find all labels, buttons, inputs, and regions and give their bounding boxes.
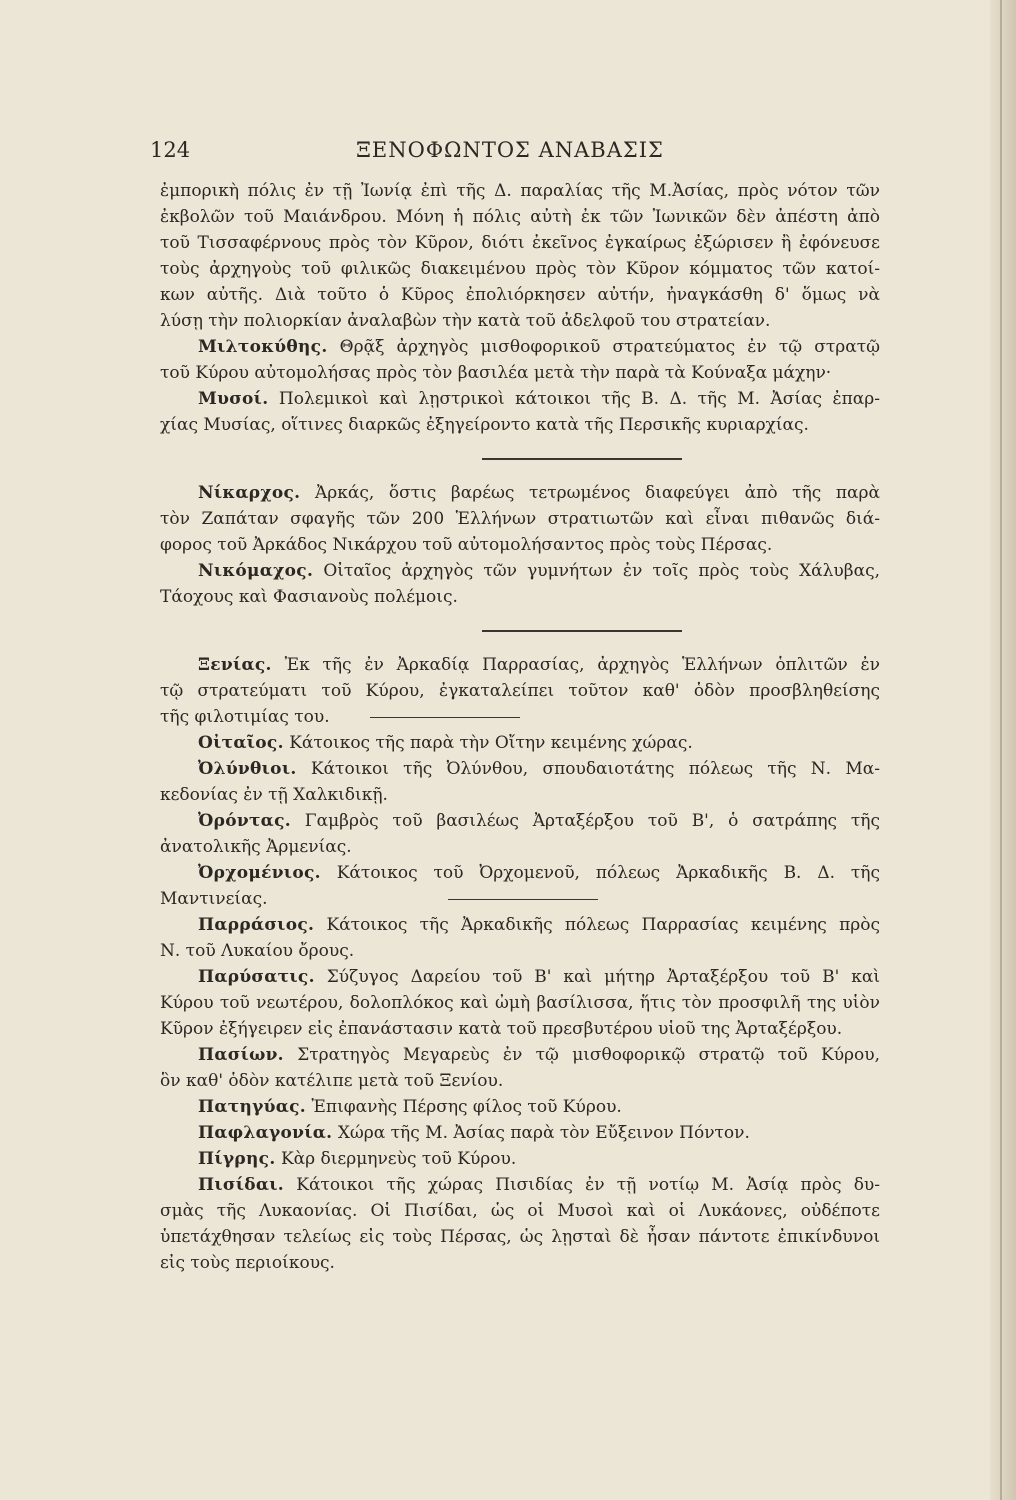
entry-line: Ν. τοῦ Λυκαίου ὄρους. — [160, 941, 355, 961]
entry-line: φορος τοῦ Ἀρκάδος Νικάρχου τοῦ αὐτομολήσαντος πρὸς τοὺς Πέρσας. — [160, 535, 773, 555]
page-number: 124 — [150, 138, 191, 162]
entry-line: Θρᾷξ ἀρχηγὸς μισθοφορικοῦ στρατεύματος ἐν τῷ στρατῷ — [339, 337, 880, 357]
entry-line: σμὰς τῆς Λυκαονίας. Οἱ Πισίδαι, ὡς οἱ Μυσοὶ καὶ οἱ Λυκάονες, οὐδέποτε — [160, 1201, 880, 1221]
entry-parrasios — [160, 912, 880, 964]
page-binding-edge — [990, 0, 1016, 1500]
section-divider — [482, 630, 682, 632]
entry-line: Γαμβρὸς τοῦ βασιλέως Ἀρταξέρξου τοῦ Β', ὁ σατράπης τῆς — [304, 811, 881, 831]
entry-line: λύσῃ τὴν πολιορκίαν ἀναλαβὼν τὴν κατὰ τοῦ ἀδελφοῦ του στρατείαν. — [160, 311, 771, 331]
entry-orontas — [160, 808, 880, 860]
page-header — [150, 138, 870, 168]
entry-headword: Ξενίας. — [198, 655, 272, 675]
entry-headword: Παρύσατις. — [198, 967, 315, 987]
entry-line: ἀνατολικῆς Ἀρμενίας. — [160, 837, 352, 857]
entry-pisidai — [160, 1172, 880, 1276]
entry-headword: Νικόμαχος. — [198, 561, 314, 581]
section-divider — [370, 717, 520, 718]
entry-line: Μαντινείας. — [160, 889, 268, 909]
entry-line: Κάτοικος τῆς Ἀρκαδικῆς πόλεως Παρρασίας κειμένης πρὸς — [326, 915, 881, 935]
entry-line: εἰς τοὺς περιοίκους. — [160, 1253, 335, 1273]
entry-headword: Πασίων. — [198, 1045, 284, 1065]
entry-line: ὃν καθ' ὁδὸν κατέλιπε μετὰ τοῦ Ξενίου. — [160, 1071, 504, 1091]
entry-line: Κῦρον ἐξήγειρεν εἰς ἐπανάστασιν κατὰ τοῦ πρεσβυτέρου υἱοῦ της Ἀρταξέρξου. — [160, 1019, 843, 1039]
entry-pigres — [160, 1146, 880, 1172]
entry-line: κεδονίας ἐν τῇ Χαλκιδικῇ. — [160, 785, 388, 805]
entry-headword: Μυσοί. — [198, 389, 269, 409]
entry-headword: Μιλτοκύθης. — [198, 337, 328, 357]
entry-headword: Πατηγύας. — [198, 1097, 307, 1117]
section-divider — [448, 899, 598, 900]
entry-line: Κάτοικος τοῦ Ὀρχομενοῦ, πόλεως Ἀρκαδικῆς Β. Δ. τῆς — [336, 863, 881, 883]
entry-line: Στρατηγὸς Μεγαρεὺς ἐν τῷ μισθοφορικῷ στρατῷ τοῦ Κύρου, — [297, 1045, 881, 1065]
entry-orchomenios — [160, 860, 880, 912]
entry-headword: Ὀρόντας. — [198, 811, 291, 831]
entry-parysatis — [160, 964, 880, 1042]
glossary-body — [160, 178, 880, 1276]
entry-headword: Ὀλύνθιοι. — [198, 759, 297, 779]
entry-line: τοὺς ἀρχηγοὺς τοῦ φιλικῶς διακειμένου πρὸς τὸν Κῦρον κόμματος τῶν κατοί- — [160, 259, 880, 279]
entry-line: Χώρα τῆς Μ. Ἀσίας παρὰ τὸν Εὔξεινον Πόντον. — [337, 1123, 750, 1143]
entry-continuation — [160, 178, 880, 334]
entry-headword: Ὀρχομένιος. — [198, 863, 321, 883]
entry-olynthioi — [160, 756, 880, 808]
entry-nikomachos — [160, 558, 880, 610]
entry-headword: Νίκαρχος. — [198, 483, 301, 503]
entry-nikarchos — [160, 480, 880, 558]
entry-headword: Οἰταῖος. — [198, 733, 284, 753]
entry-line: ἐκβολῶν τοῦ Μαιάνδρου. Μόνη ἡ πόλις αὐτὴ ἐκ τῶν Ἰωνικῶν δὲν ἀπέστη ἀπὸ — [160, 207, 880, 227]
entry-line: ἐμπορικὴ πόλις ἐν τῇ Ἰωνίᾳ ἐπὶ τῆς Δ. παραλίας τῆς Μ.Ἀσίας, πρὸς νότον τῶν — [160, 181, 880, 201]
entry-headword: Πίγρης. — [198, 1149, 276, 1169]
entry-line: Ἐπιφανὴς Πέρσης φίλος τοῦ Κύρου. — [311, 1097, 622, 1117]
entry-line: Τάοχους καὶ Φασιανοὺς πολέμοις. — [160, 587, 458, 607]
entry-miltokythes — [160, 334, 880, 386]
entry-line: τῆς φιλοτιμίας του. — [160, 707, 330, 727]
entry-oitaios — [160, 730, 880, 756]
entry-line: τὸν Ζαπάταν σφαγῆς τῶν 200 Ἑλλήνων στρατιωτῶν καὶ εἶναι πιθανῶς διά- — [160, 509, 880, 529]
entry-patagyas — [160, 1094, 880, 1120]
entry-line: Κύρου τοῦ νεωτέρου, δολοπλόκος καὶ ὠμὴ βασίλισσα, ἥτις τὸν προσφιλῆ της υἱὸν — [160, 993, 880, 1013]
section-divider — [482, 458, 682, 460]
entry-line: Ἀρκάς, ὅστις βαρέως τετρωμένος διαφεύγει ἀπὸ τῆς παρὰ — [315, 483, 881, 503]
entry-line: τῷ στρατεύματι τοῦ Κύρου, ἐγκαταλείπει τοῦτον καθ' ὁδὸν προσβληθείσης — [160, 681, 880, 701]
entry-line: Κάτοικος τῆς παρὰ τὴν Οἴτην κειμένης χώρας. — [289, 733, 693, 753]
entry-line: κων αὐτῆς. Διὰ τοῦτο ὁ Κῦρος ἐπολιόρκησεν αὐτήν, ἠναγκάσθη δ' ὅμως νὰ — [160, 285, 880, 305]
entry-line: χίας Μυσίας, οἵτινες διαρκῶς ἐξηγείροντο κατὰ τῆς Περσικῆς κυριαρχίας. — [160, 415, 809, 435]
entry-line: Πολεμικοὶ καὶ λῃστρικοὶ κάτοικοι τῆς Β. Δ. τῆς Μ. Ἀσίας ἐπαρ- — [278, 389, 880, 409]
binding-shadow-line — [1000, 0, 1002, 1500]
entry-line: Κὰρ διερμηνεὺς τοῦ Κύρου. — [280, 1149, 517, 1169]
entry-paphlagonia — [160, 1120, 880, 1146]
entry-line: Κάτοικοι τῆς χώρας Πισιδίας ἐν τῇ νοτίῳ Μ. Ἀσίᾳ πρὸς δυ- — [296, 1175, 881, 1195]
entry-line: Ἐκ τῆς ἐν Ἀρκαδίᾳ Παρρασίας, ἀρχηγὸς Ἑλλήνων ὁπλιτῶν ἐν — [284, 655, 881, 675]
entry-xenias — [160, 652, 880, 730]
entry-line: Σύζυγος Δαρείου τοῦ Β' καὶ μήτηρ Ἀρταξέρξου τοῦ Β' καὶ — [326, 967, 881, 987]
entry-mysoi — [160, 386, 880, 438]
entry-headword: Παρράσιος. — [198, 915, 315, 935]
entry-line: τοῦ Τισσαφέρνους πρὸς τὸν Κῦρον, διότι ἐκεῖνος ἐγκαίρως ἐξώρισεν ἢ ἐφόνευσε — [160, 233, 880, 253]
entry-pasion — [160, 1042, 880, 1094]
entry-headword: Πισίδαι. — [198, 1175, 285, 1195]
entry-line: Κάτοικοι τῆς Ὀλύνθου, σπουδαιοτάτης πόλεως τῆς Ν. Μα- — [310, 759, 880, 779]
entry-line: ὑπετάχθησαν τελείως εἰς τοὺς Πέρσας, ὡς λῃσταὶ δὲ ἦσαν πάντοτε ἐπικίνδυνοι — [160, 1227, 880, 1247]
running-title: ΞΕΝΟΦΩΝΤΟΣ ΑΝΑΒΑΣΙΣ — [356, 138, 664, 162]
entry-line: τοῦ Κύρου αὐτομολήσας πρὸς τὸν βασιλέα μετὰ τὴν παρὰ τὰ Κούναξα μάχην· — [160, 363, 832, 383]
entry-headword: Παφλαγονία. — [198, 1123, 333, 1143]
entry-line: Οἰταῖος ἀρχηγὸς τῶν γυμνήτων ἐν τοῖς πρὸς τοὺς Χάλυβας, — [323, 561, 880, 581]
